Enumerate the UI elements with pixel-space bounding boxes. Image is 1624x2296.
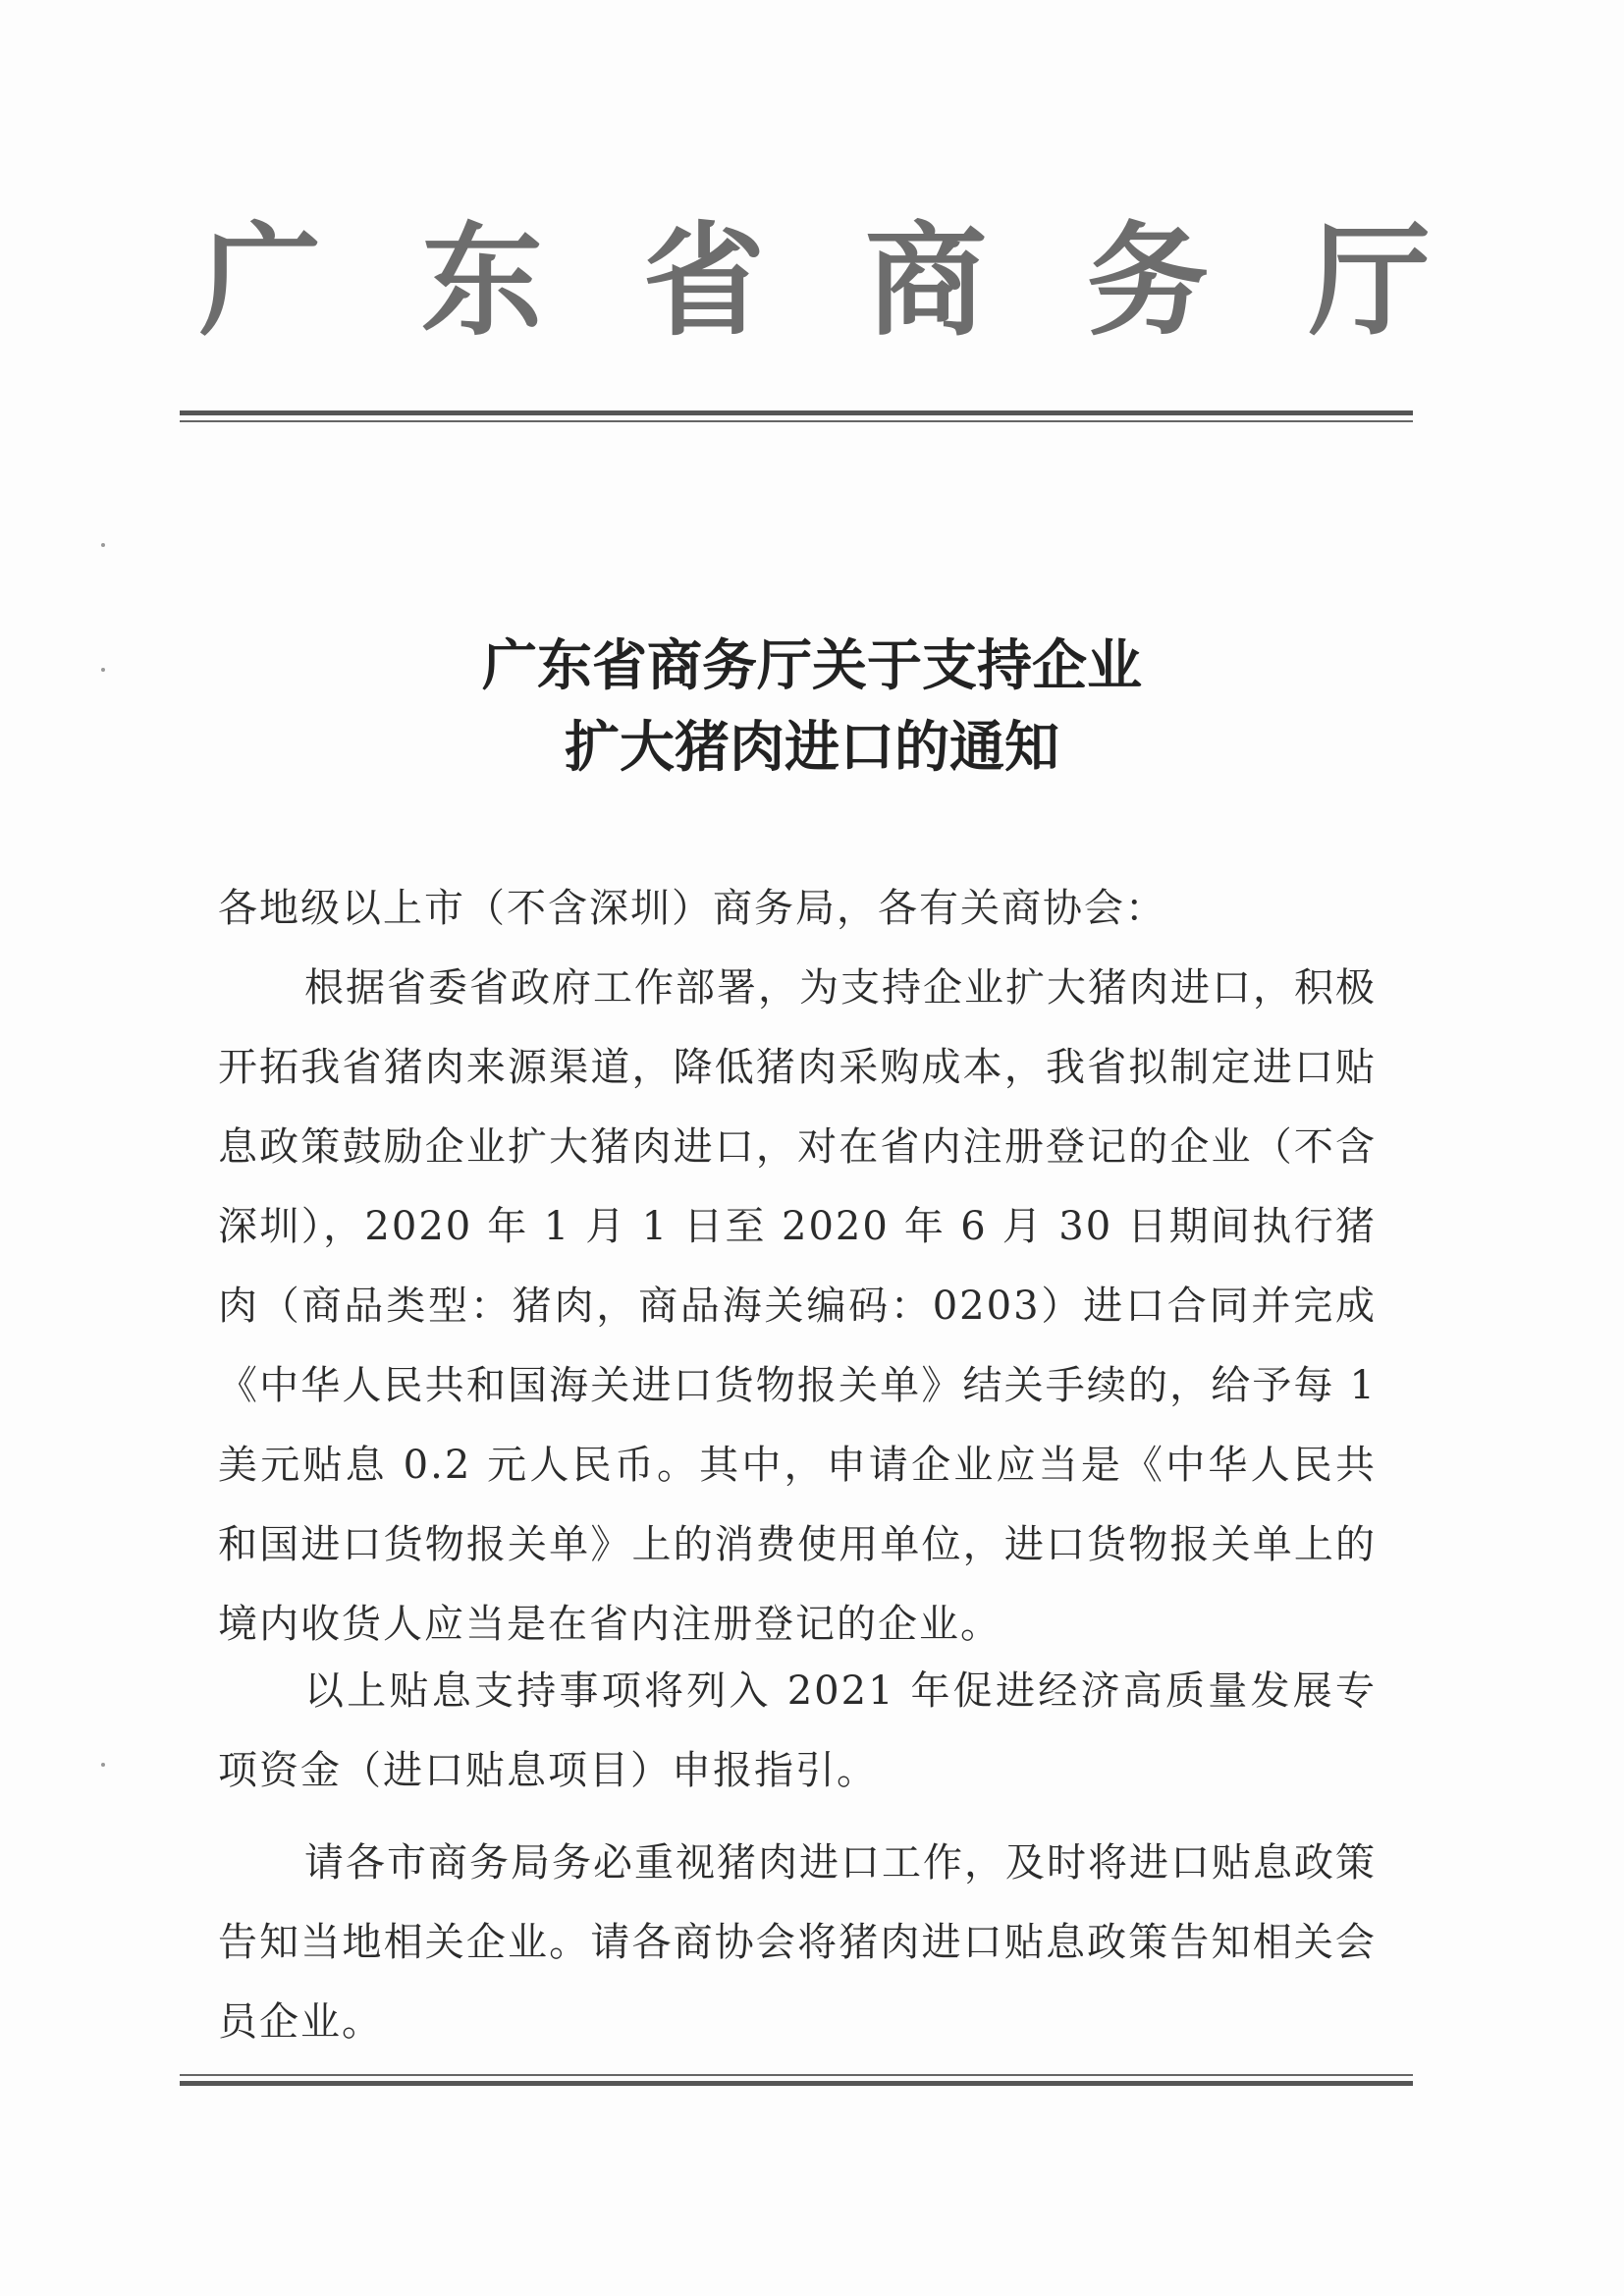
- body-paragraph-1: 根据省委省政府工作部署，为支持企业扩大猪肉进口，积极开拓我省猪肉来源渠道，降低猪肉采购成本，我省拟制定进口贴息政策鼓励企业扩大猪肉进口，对在省内注册登记的企业（不含深圳），2020 年 1 月 1 日至 2020 年 6 月 30 日期间执行猪肉（商品类型：猪肉，商品海关编码：0203）进口合同并完成《中华人民共和国海关进口货物报关单》结关手续的，给予每 1 美元贴息 0.2 元人民币。其中，申请企业应当是《中华人民共和国进口货物报关单》上的消费使用单位，进口货物报关单上的境内收货人应当是在省内注册登记的企业。: [218, 965, 1377, 1647]
- document-title-line-1: 广东省商务厅关于支持企业: [482, 633, 1142, 698]
- scan-speck: [101, 543, 105, 547]
- letterhead-char: 东: [420, 210, 543, 353]
- body-paragraph-3: 请各市商务局务必重视猪肉进口工作，及时将进口贴息政策告知当地相关企业。请各商协会将猪肉进口贴息政策告知相关会员企业。: [218, 1840, 1377, 2045]
- scan-speck: [101, 668, 105, 672]
- letterhead-char: 省: [642, 210, 765, 353]
- body-paragraph-2: 以上贴息支持事项将列入 2021 年促进经济高质量发展专项资金（进口贴息项目）申报指引。: [218, 1668, 1377, 1793]
- letterhead-char: 商: [864, 210, 987, 353]
- letterhead-char: 厅: [1308, 210, 1431, 353]
- letterhead-divider: [180, 410, 1413, 422]
- letterhead: [167, 210, 1463, 353]
- footer-divider: [180, 2074, 1413, 2086]
- document-title-line-2: 扩大猪肉进口的通知: [565, 715, 1059, 780]
- scan-speck: [101, 1763, 105, 1767]
- salutation: 各地级以上市（不含深圳）商务局，各有关商协会：: [218, 886, 1166, 931]
- letterhead-char: 务: [1086, 210, 1209, 353]
- letterhead-char: 广: [198, 210, 321, 353]
